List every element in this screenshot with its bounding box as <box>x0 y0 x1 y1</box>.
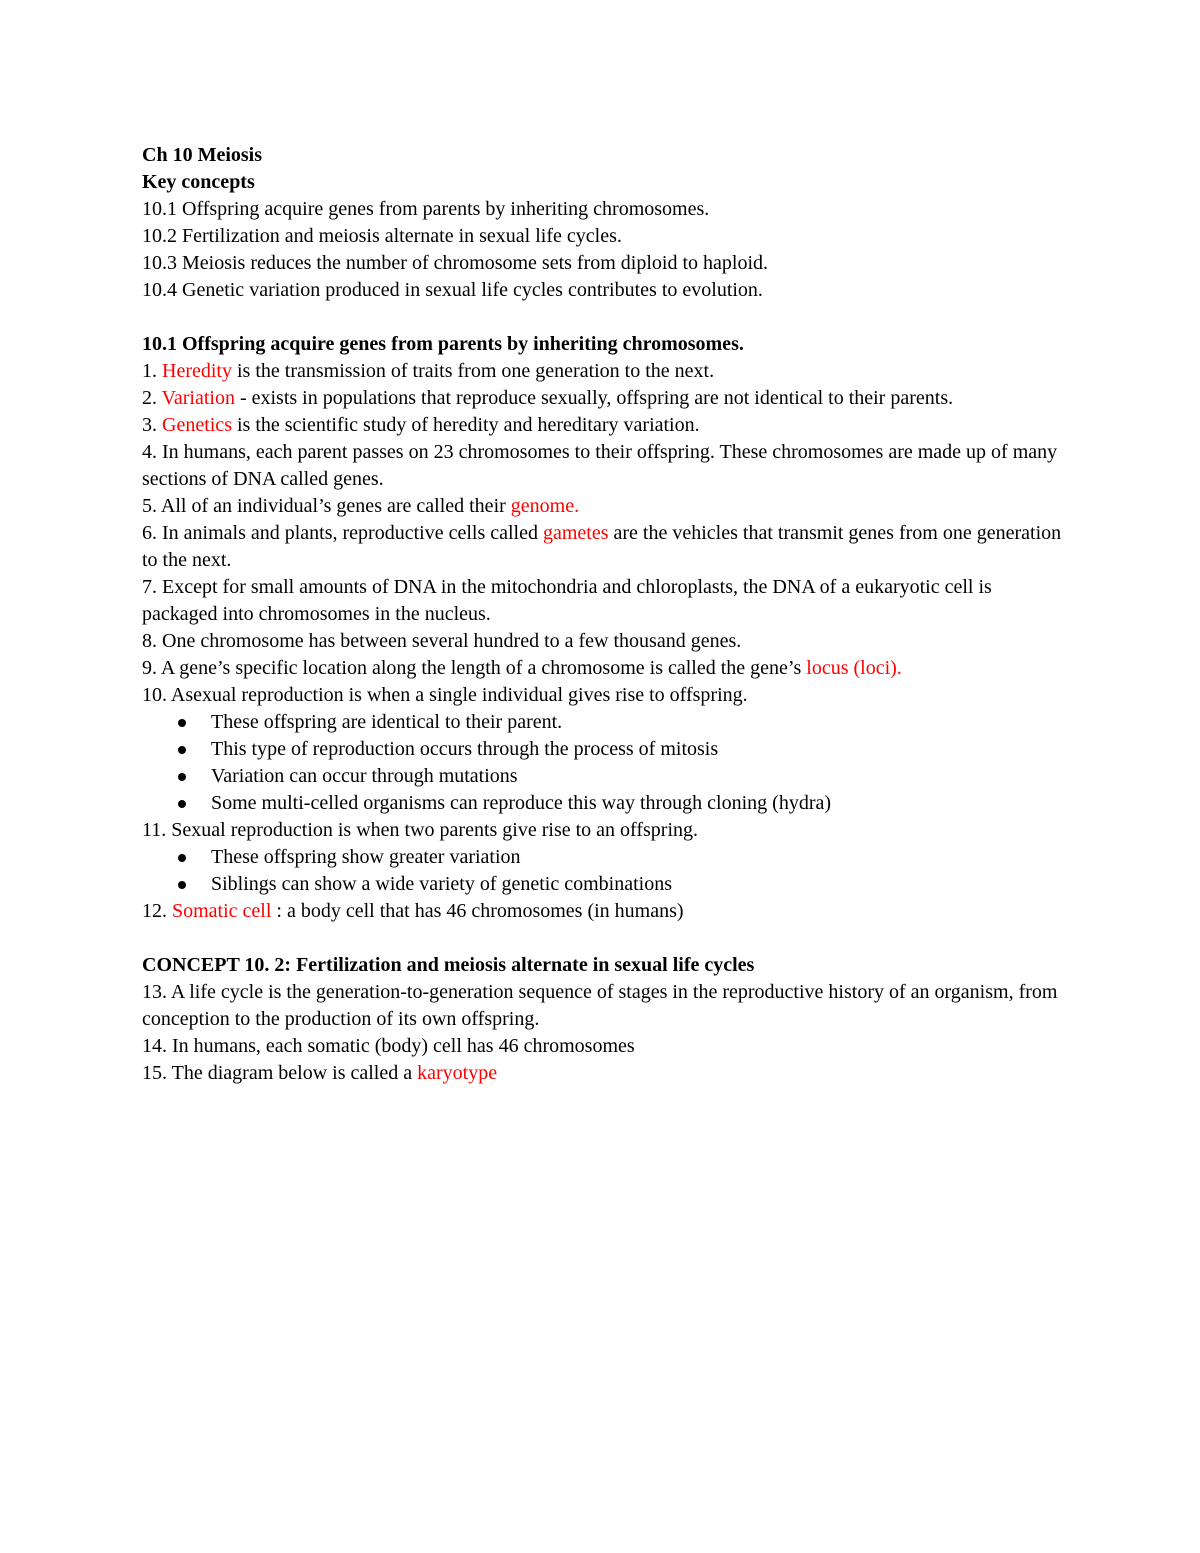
note-item-14: 14. In humans, each somatic (body) cell has 46 chromosomes <box>142 1035 635 1057</box>
key-concepts-heading: Key concepts <box>142 171 255 193</box>
asexual-bullet-list <box>142 709 1062 817</box>
bullet-icon <box>178 773 186 781</box>
term-locus: locus (loci). <box>806 657 902 679</box>
note-item-12: 12. Somatic cell : a body cell that has 46 chromosomes (in humans) <box>142 900 684 922</box>
term-genetics: Genetics <box>162 414 232 436</box>
bullet-icon <box>178 746 186 754</box>
bullet-icon <box>178 800 186 808</box>
note-item-2: 2. Variation - exists in populations that reproduce sexually, offspring are not identical to their parents. <box>142 387 954 409</box>
list-item: This type of reproduction occurs through the process of mitosis <box>142 736 1062 763</box>
term-gametes: gametes <box>542 522 609 544</box>
note-item-4: 4. In humans, each parent passes on 23 chromosomes to their offspring. These chromosomes are made up of many sections of DNA called genes. <box>142 441 1058 490</box>
section-10-1-heading: 10.1 Offspring acquire genes from parents by inheriting chromosomes. <box>142 333 744 355</box>
note-item-13: 13. A life cycle is the generation-to-generation sequence of stages in the reproductive history of an organism, from conception to the production of its own offspring. <box>142 981 1058 1030</box>
note-item-8: 8. One chromosome has between several hundred to a few thousand genes. <box>142 630 742 652</box>
term-variation: Variation <box>161 387 235 409</box>
key-concept-10-3: 10.3 Meiosis reduces the number of chromosome sets from diploid to haploid. <box>142 252 769 274</box>
section-10-2-heading: CONCEPT 10. 2: Fertilization and meiosis alternate in sexual life cycles <box>142 954 755 976</box>
key-concept-10-4: 10.4 Genetic variation produced in sexual life cycles contributes to evolution. <box>142 279 763 301</box>
list-item: Siblings can show a wide variety of genetic combinations <box>142 871 1062 898</box>
list-item: Variation can occur through mutations <box>142 763 1062 790</box>
note-item-10: 10. Asexual reproduction is when a single individual gives rise to offspring. <box>142 684 748 706</box>
list-item: Some multi-celled organisms can reproduce this way through cloning (hydra) <box>142 790 1062 817</box>
list-item: These offspring show greater variation <box>142 844 1062 871</box>
term-genome: genome. <box>510 495 580 517</box>
term-karyotype: karyotype <box>417 1062 498 1084</box>
note-item-9: 9. A gene’s specific location along the length of a chromosome is called the gene’s locus (loci). <box>142 657 902 679</box>
note-item-7: 7. Except for small amounts of DNA in the mitochondria and chloroplasts, the DNA of a eukaryotic cell is packaged into chromosomes in the nucleus. <box>142 576 992 625</box>
key-concept-10-1: 10.1 Offspring acquire genes from parents by inheriting chromosomes. <box>142 198 710 220</box>
key-concept-10-2: 10.2 Fertilization and meiosis alternate in sexual life cycles. <box>142 225 622 247</box>
document-page <box>142 142 1062 1087</box>
note-item-11: 11. Sexual reproduction is when two parents give rise to an offspring. <box>142 819 698 841</box>
note-item-6: 6. In animals and plants, reproductive cells called gametes are the vehicles that transmit genes from one generation to the next. <box>142 522 1062 571</box>
bullet-icon <box>178 719 186 727</box>
sexual-bullet-list <box>142 844 1062 898</box>
list-item: These offspring are identical to their parent. <box>142 709 1062 736</box>
term-somatic-cell: Somatic cell <box>172 900 272 922</box>
bullet-icon <box>178 881 186 889</box>
note-item-5: 5. All of an individual’s genes are called their genome. <box>142 495 580 517</box>
note-item-3: 3. Genetics is the scientific study of heredity and hereditary variation. <box>142 414 700 436</box>
term-heredity: Heredity <box>162 360 232 382</box>
spacer <box>142 304 1062 331</box>
bullet-icon <box>178 854 186 862</box>
note-item-15: 15. The diagram below is called a karyotype <box>142 1062 498 1084</box>
document-title: Ch 10 Meiosis <box>142 144 262 166</box>
spacer <box>142 925 1062 952</box>
note-item-1: 1. Heredity is the transmission of traits from one generation to the next. <box>142 360 715 382</box>
